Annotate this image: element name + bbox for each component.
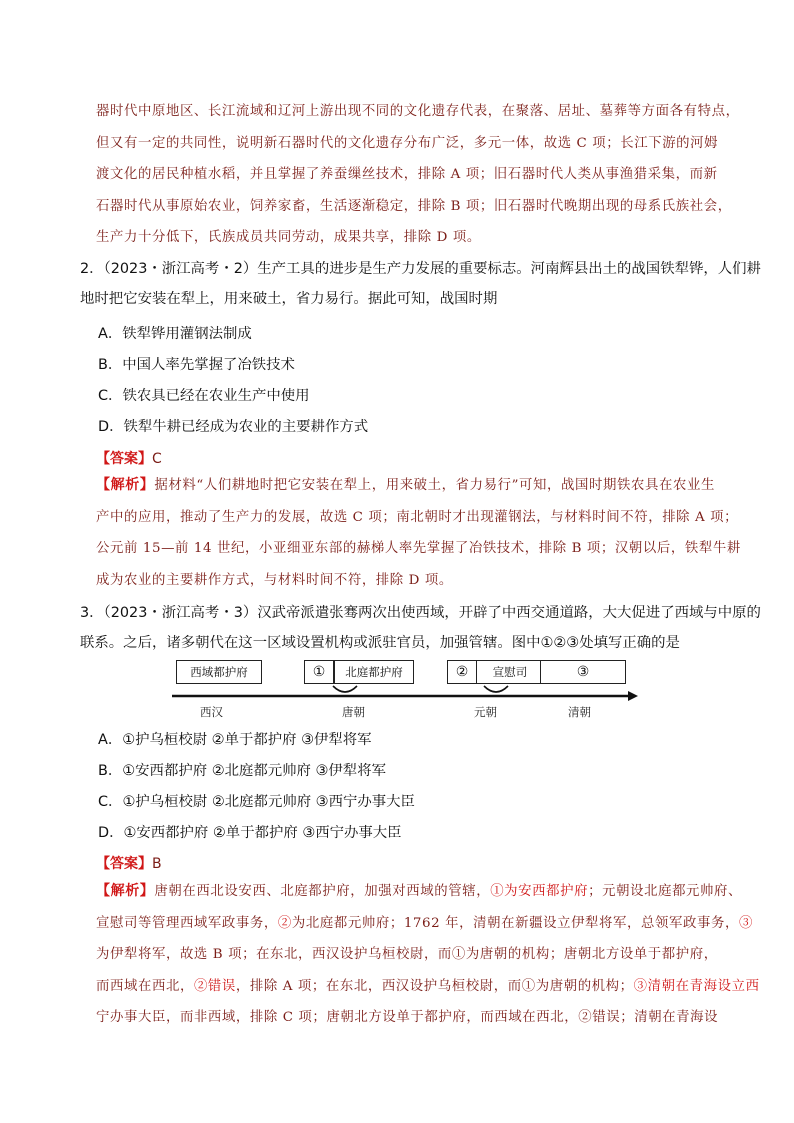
q3-option-a: A．①护乌桓校尉 ②单于都护府 ③伊犁将军 (98, 732, 372, 748)
answer-label: 【答案】 (96, 856, 152, 872)
q2-option-c: C．铁农具已经在农业生产中使用 (98, 388, 310, 404)
box-beiting-duhufu: 北庭都护府 (334, 660, 414, 684)
analysis-line: 产中的应用，推动了生产力的发展，故选 C 项；南北朝时才出现灌钢法，与材料时间不符，排除 A 项； (96, 509, 739, 525)
label-tangchao: 唐朝 (342, 705, 365, 719)
highlight-text: ② (277, 915, 292, 931)
analysis-line: 成为农业的主要耕作方式，与材料时间不符，排除 D 项。 (96, 572, 453, 588)
stem-line: 3．（2023・浙江高考・3）汉武帝派遣张骞两次出使西域，开辟了中西交通道路，大大促进了西域与中原的 (80, 605, 761, 621)
analysis-line: 据材料“人们耕地时把它安装在犁上，用来破土，省力易行”可知，战国时期铁农具在农业生 (154, 478, 715, 493)
q2-stem (80, 254, 761, 314)
analysis-line: 器时代中原地区、长江流域和辽河上游出现不同的文化遗存代表，在聚落、居址、墓葬等方面各有特点， (96, 104, 740, 119)
analysis-text: 而西域在西北， (96, 978, 194, 994)
circle-1-box: ① (304, 660, 334, 684)
q3-option-c: C．①护乌桓校尉 ②北庭都元帅府 ③西宁办事大臣 (98, 794, 415, 810)
analysis-text: 宣慰司等管理西域军政事务， (96, 915, 278, 931)
highlight-text: ①为安西都护府 (490, 884, 589, 899)
analysis-line: 石器时代从事原始农业，饲养家畜，生活逐渐稳定，排除 B 项；旧石器时代晚期出现的母系氏族社会， (96, 198, 732, 214)
analysis-text: 唐朝在西北设安西、北庭都护府，加强对西域的管辖， (154, 884, 491, 899)
q3-option-d: D．①安西都护府 ②单于都护府 ③西宁办事大臣 (98, 825, 402, 841)
stem-line: 地时把它安装在犁上，用来破土，省力易行。据此可知，战国时期 (80, 291, 498, 307)
answer-value: B (152, 856, 162, 872)
stem-line: 2．（2023・浙江高考・2）生产工具的进步是生产力发展的重要标志。河南辉县出土的战国铁犁铧，人们耕 (80, 261, 761, 277)
q2-option-b: B．中国人率先掌握了冶铁技术 (98, 357, 295, 373)
q3-stem (80, 598, 761, 658)
analysis-line: 但又有一定的共同性，说明新石器时代的文化遗存分布广泛，多元一体，故选 C 项；长江下游的河姆 (96, 135, 719, 151)
analysis-line (96, 876, 743, 908)
highlight-text: ②错误 (193, 978, 236, 994)
stem-line: 联系。之后，诸多朝代在这一区域设置机构或派驻官员，加强管辖。图中①②③处填写正确的是 (80, 635, 680, 651)
label-yuanchao: 元朝 (474, 705, 497, 719)
box-xiyu-duhufu: 西域都护府 (176, 660, 262, 684)
q3-option-b: B．①安西都护府 ②北庭都元帅府 ③伊犁将军 (98, 763, 386, 779)
box-xuanweisi: 宣慰司 (476, 660, 544, 684)
analysis-text: ，排除 A 项；在东北，西汉设护乌桓校尉，而①为唐朝的机构； (235, 978, 634, 994)
analysis-label: 【解析】 (96, 477, 155, 493)
highlight-text: ③清朝在青海设立西 (633, 978, 760, 994)
analysis-line: 公元前 15—前 14 世纪，小亚细亚东部的赫梯人率先掌握了冶铁技术，排除 B 项；汉朝以后，铁犁牛耕 (96, 541, 741, 556)
answer-label: 【答案】 (96, 451, 152, 467)
analysis-text: 为北庭都元帅府；1762 年，清朝在新疆设立伊犁将军，总领军政事务， (291, 915, 739, 931)
answer-value: C (152, 451, 162, 467)
q2-option-d: D．铁犁牛耕已经成为农业的主要耕作方式 (98, 419, 369, 435)
analysis-label: 【解析】 (96, 883, 155, 899)
box-3-blank: ③ (540, 660, 626, 684)
analysis-text: 宁办事大臣，而非西域，排除 C 项；唐朝北方设单于都护府，而西域在西北，②错误；清朝在青海设 (96, 1010, 719, 1025)
analysis-line: 生产力十分低下，氏族成员共同劳动，成果共享，排除 D 项。 (96, 230, 481, 245)
q2-answer (96, 448, 162, 468)
analysis-line (96, 1002, 736, 1034)
analysis-text: ；元朝设北庭都元帅府、 (588, 884, 743, 899)
q2-option-a: A．铁犁铧用灌钢法制成 (98, 326, 252, 342)
highlight-text: ③ (738, 915, 753, 931)
analysis-line (96, 939, 736, 971)
q2-analysis (96, 470, 741, 596)
circle-2-box: ② (447, 660, 477, 684)
analysis-line (96, 971, 760, 1003)
q3-analysis (96, 876, 760, 1034)
q3-answer (96, 853, 162, 873)
analysis-line: 渡文化的居民种植水稻，并且掌握了养蚕缫丝技术，排除 A 项；旧石器时代人类从事渔猎采集，而新 (96, 167, 718, 182)
analysis-line (96, 908, 753, 940)
analysis-text: 为伊犁将军，故选 B 项；在东北，西汉设护乌桓校尉，而①为唐朝的机构；唐朝北方设单于都护府， (96, 947, 718, 962)
q3-timeline-diagram (170, 656, 640, 722)
label-qingchao: 清朝 (568, 705, 591, 719)
label-xihan: 西汉 (200, 705, 223, 719)
q1-analysis-continued (96, 96, 740, 254)
